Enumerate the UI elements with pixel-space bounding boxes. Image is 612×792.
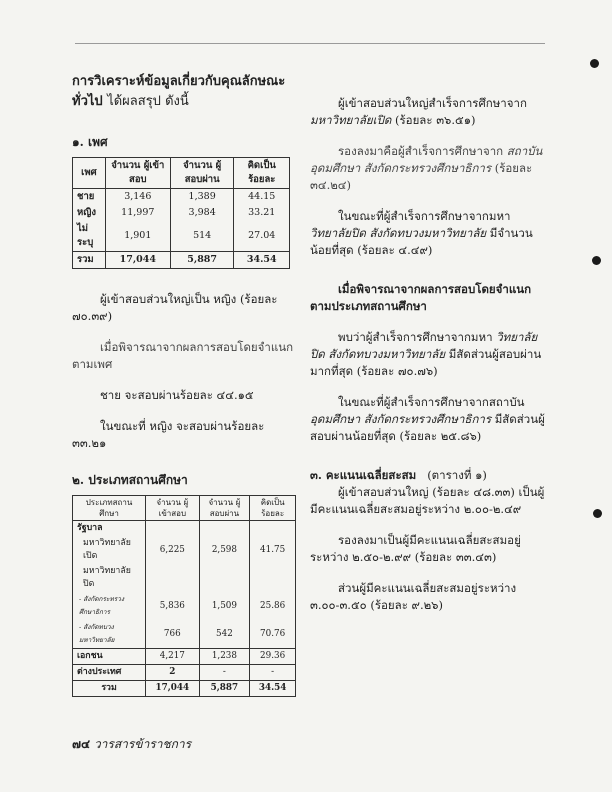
table-cell: 17,044 <box>146 681 199 697</box>
table-cell: 34.54 <box>234 252 290 269</box>
table-row <box>73 221 290 252</box>
gender-paragraph-4: ในขณะที่ หญิง จะสอบผ่านร้อยละ ๓๓.๒๑ <box>72 419 265 450</box>
table-cell: 44.15 <box>234 189 290 206</box>
school-paragraph-3 <box>310 208 545 259</box>
table-row <box>73 536 296 564</box>
table-cell: 5,887 <box>170 252 234 269</box>
table-cell: รัฐบาล <box>73 521 146 537</box>
punch-hole-middle <box>592 256 601 265</box>
table-cell: 33.21 <box>234 205 290 221</box>
table-cell: ต่างประเทศ <box>73 665 146 681</box>
table-cell: 4,217 <box>146 649 199 665</box>
table-cell <box>146 521 199 537</box>
text-span: มีสัดส่วนผู้สอบผ่านมากที่สุด (ร้อยละ ๗๐.๗๖) <box>310 347 542 378</box>
journal-name: วารสารข้าราชการ <box>93 737 192 751</box>
table-cell: 1,509 <box>199 592 250 620</box>
school-paragraph-2 <box>310 143 545 194</box>
right-column <box>310 95 545 614</box>
table-row <box>73 620 296 649</box>
gender-paragraph-2: เมื่อพิจารณาจากผลการสอบโดยจำแนกตามเพศ <box>72 340 294 371</box>
text-span: (ร้อยละ ๓๔.๒๔) <box>310 161 533 192</box>
table-cell: 25.86 <box>250 592 296 620</box>
table-row <box>73 665 296 681</box>
text-span: มหาวิทยาลัยเปิด <box>310 113 392 127</box>
gender-table <box>72 157 290 269</box>
table-cell: 5,836 <box>146 592 199 620</box>
intro-heading <box>72 72 302 112</box>
text-span: ในขณะที่ผู้สำเร็จการศึกษาจากมหา <box>338 209 511 223</box>
punch-hole-lower <box>593 509 602 518</box>
table-cell: 1,238 <box>199 649 250 665</box>
intro-heading-tail: ได้ผลสรุป ดังนี้ <box>107 94 189 109</box>
table-cell: 6,225 <box>146 536 199 564</box>
text-span: ในขณะที่ผู้สำเร็จการศึกษาจากสถาบัน <box>338 395 525 409</box>
table-cell: 542 <box>199 620 250 649</box>
gpa-paragraph-1: ผู้เข้าสอบส่วนใหญ่ (ร้อยละ ๔๘.๓๓) เป็นผู้มีคะแนนเฉลี่ยสะสมอยู่ระหว่าง ๒.๐๐-๒.๔๙ <box>310 485 545 516</box>
table-cell: 514 <box>170 221 234 252</box>
table-row <box>73 205 290 221</box>
table-row <box>73 649 296 665</box>
text-span: (ร้อยละ ๓๖.๕๑) <box>395 113 476 127</box>
table-cell: 5,887 <box>199 681 250 697</box>
table-cell: - สังกัดกระทรวงศึกษาธิการ <box>73 592 146 620</box>
gender-table-header <box>73 158 290 189</box>
gender-col-header: เพศ <box>73 158 106 189</box>
text-span: ๓. คะแนนเฉลี่ยสะสม <box>310 468 417 482</box>
table-cell <box>199 564 250 592</box>
gender-paragraph-3: ชาย จะสอบผ่านร้อยละ ๔๔.๑๕ <box>100 388 254 402</box>
table-row <box>73 592 296 620</box>
table-cell: 17,044 <box>105 252 170 269</box>
gender-paragraph-1: ผู้เข้าสอบส่วนใหญ่เป็น หญิง (ร้อยละ ๗๐.๓๙) <box>72 292 278 323</box>
table-cell: 3,984 <box>170 205 234 221</box>
gpa-heading <box>310 467 545 484</box>
school-paragraph-1 <box>310 95 545 129</box>
school-paragraph-5 <box>310 394 545 445</box>
table-cell: - <box>199 665 250 681</box>
table-cell: หญิง <box>73 205 106 221</box>
table-cell <box>146 564 199 592</box>
table-cell: 29.36 <box>250 649 296 665</box>
table-cell: รวม <box>73 681 146 697</box>
gender-col-header: จำนวน ผู้สอบผ่าน <box>170 158 234 189</box>
table-cell: 34.54 <box>250 681 296 697</box>
school-paragraph-4 <box>310 329 545 380</box>
table-cell: 11,997 <box>105 205 170 221</box>
school-col-header: จำนวน ผู้เข้าสอบ <box>146 496 199 521</box>
school-col-header: คิดเป็น ร้อยละ <box>250 496 296 521</box>
table-cell: 3,146 <box>105 189 170 206</box>
table-cell: มหาวิทยาลัยปิด <box>73 564 146 592</box>
table-cell: รวม <box>73 252 106 269</box>
gender-col-header: คิดเป็น ร้อยละ <box>234 158 290 189</box>
table-cell: 41.75 <box>250 536 296 564</box>
table-cell <box>250 564 296 592</box>
school-result-heading: เมื่อพิจารณาจากผลการสอบโดยจำแนกตามประเภทสถานศึกษา <box>310 282 532 313</box>
table-cell: ไม่ระบุ <box>73 221 106 252</box>
table-cell: เอกชน <box>73 649 146 665</box>
table-cell: 1,901 <box>105 221 170 252</box>
text-span: ผู้เข้าสอบส่วนใหญ่สำเร็จการศึกษาจาก <box>338 96 527 110</box>
table-cell: - <box>250 665 296 681</box>
table-cell: 27.04 <box>234 221 290 252</box>
page-number: ๗๔ <box>72 737 91 751</box>
table-total-row <box>73 681 296 697</box>
text-span: มีสัดส่วนผู้สอบผ่านน้อยที่สุด (ร้อยละ ๒๕.๘๖) <box>310 412 545 443</box>
gpa-paragraph-3: ส่วนผู้มีคะแนนเฉลี่ยสะสมอยู่ระหว่าง ๓.๐๐-๓.๕๐ (ร้อยละ ๙.๒๖) <box>310 581 517 612</box>
top-rule <box>75 43 545 44</box>
table-row <box>73 564 296 592</box>
gpa-paragraph-2: รองลงมาเป็นผู้มีคะแนนเฉลี่ยสะสมอยู่ระหว่าง ๒.๕๐-๒.๙๙ (ร้อยละ ๓๓.๔๓) <box>310 533 521 564</box>
text-span: รองลงมาคือผู้สำเร็จการศึกษาจาก <box>338 144 504 158</box>
table-row <box>73 521 296 537</box>
table-cell: 1,389 <box>170 189 234 206</box>
school-col-header: ประเภทสถานศึกษา <box>73 496 146 521</box>
text-span: วิทยาลัยปิด สังกัดทบวงมหาวิทยาลัย <box>310 330 538 361</box>
school-col-header: จำนวน ผู้สอบผ่าน <box>199 496 250 521</box>
school-heading: ๒. ประเภทสถานศึกษา <box>72 473 188 487</box>
gender-col-header: จำนวน ผู้เข้าสอบ <box>105 158 170 189</box>
table-cell: 70.76 <box>250 620 296 649</box>
gender-heading: ๑. เพศ <box>72 135 108 149</box>
intro-heading-bold: การวิเคราะห์ข้อมูลเกี่ยวกับคุณลักษณะทั่วไป <box>72 74 286 109</box>
table-cell: ชาย <box>73 189 106 206</box>
text-span: (ตารางที่ ๑) <box>427 468 487 482</box>
text-span: มีจำนวนน้อยที่สุด (ร้อยละ ๔.๔๙) <box>310 226 533 257</box>
table-cell: 766 <box>146 620 199 649</box>
table-cell: มหาวิทยาลัยเปิด <box>73 536 146 564</box>
table-cell: 2 <box>146 665 199 681</box>
text-span: สถาบันอุดมศึกษา สังกัดกระทรวงศึกษาธิการ <box>310 144 543 175</box>
table-total-row <box>73 252 290 269</box>
page-footer <box>72 735 191 754</box>
table-cell: - สังกัดทบวงมหาวิทยาลัย <box>73 620 146 649</box>
table-cell <box>250 521 296 537</box>
text-span: พบว่าผู้สำเร็จการศึกษาจากมหา <box>338 330 493 344</box>
table-row <box>73 189 290 206</box>
left-column <box>72 72 302 697</box>
text-span: อุดมศึกษา สังกัดกระทรวงศึกษาธิการ <box>310 412 492 426</box>
punch-hole-top <box>590 59 599 68</box>
table-cell <box>199 521 250 537</box>
table-cell: 2,598 <box>199 536 250 564</box>
school-table <box>72 495 296 697</box>
text-span: วิทยาลัยปิด สังกัดทบวงมหาวิทยาลัย <box>310 226 487 240</box>
school-table-header <box>73 496 296 521</box>
